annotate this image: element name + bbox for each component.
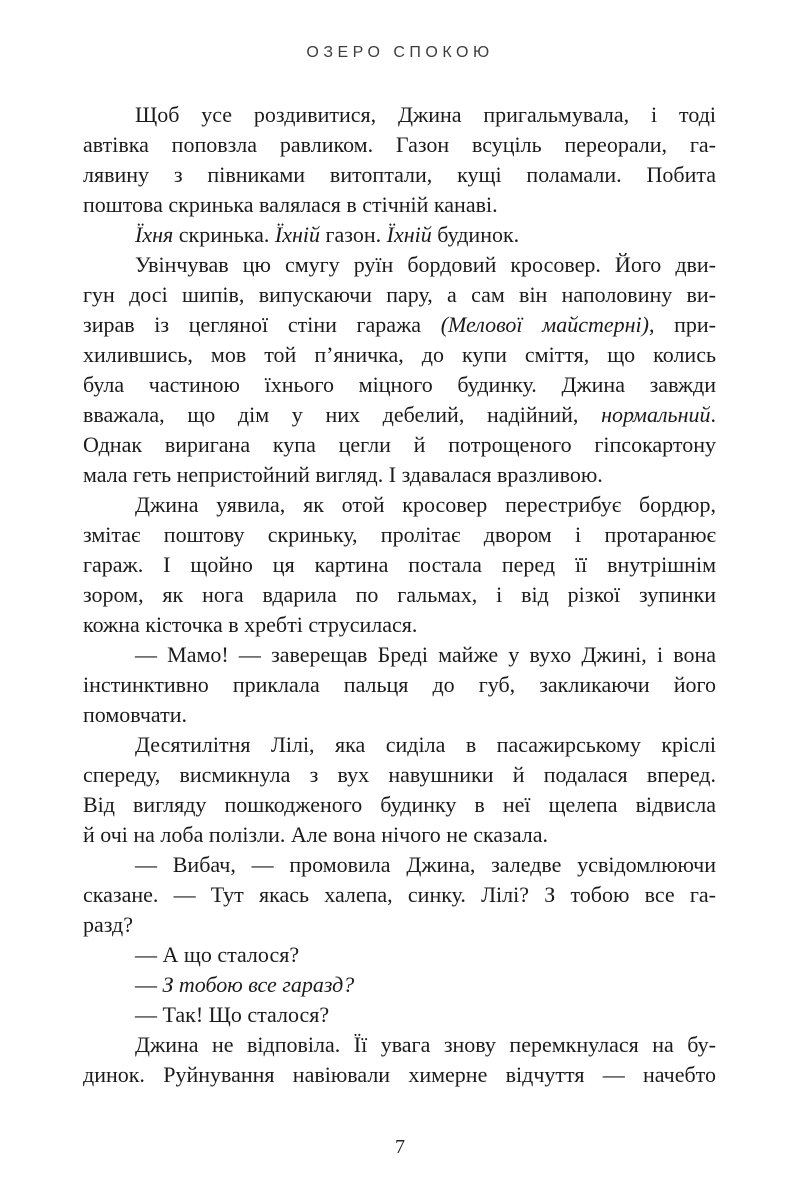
text-line xyxy=(83,430,716,460)
text-line xyxy=(83,700,716,730)
paragraph xyxy=(83,1030,716,1090)
text-run: — Мамо! — заверещав Бреді майже у вухо Джині, і вона xyxy=(135,642,716,667)
text-run: помовчати. xyxy=(83,702,187,727)
text-run: скринька. xyxy=(173,222,275,247)
paragraph xyxy=(83,640,716,730)
text-line xyxy=(83,130,716,160)
text-line xyxy=(83,220,716,250)
text-line xyxy=(83,100,716,130)
paragraph xyxy=(83,1000,716,1030)
running-header: ОЗЕРО СПОКОЮ xyxy=(306,44,494,61)
text-run: — Так! Що сталося? xyxy=(135,1002,330,1027)
text-line xyxy=(83,820,716,850)
text-line xyxy=(83,730,716,760)
text-line xyxy=(83,790,716,820)
text-run: Десятилітня Лілі, яка сиділа в пасажирському кріслі xyxy=(135,732,716,757)
paragraph xyxy=(83,100,716,220)
text-run: газон. xyxy=(320,222,387,247)
page-body xyxy=(83,100,716,1090)
text-line xyxy=(83,880,716,910)
text-line xyxy=(83,310,716,340)
text-run: гун досі шипів, випускаючи пару, а сам він наполовину ви- xyxy=(83,282,716,307)
italic-run: Їхня xyxy=(135,222,174,247)
paragraph xyxy=(83,730,716,850)
text-run: , при- xyxy=(648,312,717,337)
text-run: Увінчував цю смугу руїн бордовий кросовер. Його дви- xyxy=(135,252,716,277)
text-run: — А що сталося? xyxy=(135,942,300,967)
text-line xyxy=(83,280,716,310)
italic-run: Їхній xyxy=(274,222,321,247)
text-run: будинок. xyxy=(431,222,520,247)
text-run: Однак виригана купа цегли й потрощеного гіпсокартону xyxy=(83,432,716,457)
text-line xyxy=(83,160,716,190)
text-run: й очі на лоба полізли. Але вона нічого не сказала. xyxy=(83,822,549,847)
page-number: 7 xyxy=(395,1136,405,1158)
text-run: була частиною їхнього міцного будинку. Джина завжди xyxy=(83,372,716,397)
text-line xyxy=(83,580,716,610)
text-run: інстинктивно приклала пальця до губ, закликаючи його xyxy=(83,672,716,697)
text-run: зором, як нога вдарила по гальмах, і від різкої зупинки xyxy=(83,582,716,607)
text-run: Від вигляду пошкодженого будинку в неї щелепа відвисла xyxy=(83,792,716,817)
text-line xyxy=(83,640,716,670)
text-line xyxy=(83,250,716,280)
paragraph xyxy=(83,850,716,940)
text-run: Джина уявила, як отой кросовер перестрибує бордюр, xyxy=(135,492,716,517)
text-line xyxy=(83,340,716,370)
text-run: сказане. — Тут якась халепа, синку. Лілі? З тобою все га- xyxy=(83,882,716,907)
text-run: динок. Руйнування навіювали химерне відчуття — начебто xyxy=(83,1062,716,1087)
italic-run: нормальний xyxy=(601,402,711,427)
text-line xyxy=(83,970,716,1000)
text-run: вважала, що дім у них дебелий, надійний, xyxy=(83,402,602,427)
italic-run: Їхній xyxy=(386,222,432,247)
text-line xyxy=(83,490,716,520)
paragraph xyxy=(83,940,716,970)
paragraph xyxy=(83,490,716,640)
text-run: поштова скринька валялася в стічній канаві. xyxy=(83,192,498,217)
text-line xyxy=(83,610,716,640)
italic-run: З тобою все гаразд? xyxy=(162,972,355,997)
italic-run: (Мелової майстерні) xyxy=(440,312,649,337)
text-run: лявину з півниками витоптали, кущі поламали. Побита xyxy=(83,162,716,187)
text-run: . xyxy=(710,402,716,427)
text-run: зирав із цегляної стіни гаража xyxy=(83,312,441,337)
text-line xyxy=(83,520,716,550)
text-line xyxy=(83,1060,716,1090)
text-line xyxy=(83,670,716,700)
text-run: Джина не відповіла. Її увага знову перемкнулася на бу- xyxy=(135,1032,716,1057)
text-run: Щоб усе роздивитися, Джина пригальмувала, і тоді xyxy=(135,102,716,127)
text-run: кожна кісточка в хребті струсилася. xyxy=(83,612,418,637)
paragraph xyxy=(83,250,716,490)
paragraph xyxy=(83,220,716,250)
text-line xyxy=(83,760,716,790)
text-run: разд? xyxy=(83,912,134,937)
text-run: змітає поштову скриньку, пролітає двором і протаранює xyxy=(83,522,716,547)
text-run: мала геть непристойний вигляд. І здавалася вразливою. xyxy=(83,462,603,487)
text-line xyxy=(83,400,716,430)
text-line xyxy=(83,460,716,490)
text-run: гараж. І щойно ця картина постала перед її внутрішнім xyxy=(83,552,716,577)
text-line xyxy=(83,940,716,970)
text-line xyxy=(83,1030,716,1060)
text-run: — xyxy=(135,972,163,997)
text-run: хилившись, мов той п’яничка, до купи сміття, що колись xyxy=(83,342,716,367)
text-run: спереду, висмикнула з вух навушники й подалася вперед. xyxy=(83,762,716,787)
text-line xyxy=(83,1000,716,1030)
paragraph xyxy=(83,970,716,1000)
text-line xyxy=(83,190,716,220)
text-run: — Вибач, — промовила Джина, заледве усвідомлюючи xyxy=(135,852,716,877)
text-line xyxy=(83,910,716,940)
text-line xyxy=(83,370,716,400)
text-line xyxy=(83,550,716,580)
text-line xyxy=(83,850,716,880)
text-run: автівка поповзла равликом. Газон всуціль переорали, га- xyxy=(83,132,716,157)
